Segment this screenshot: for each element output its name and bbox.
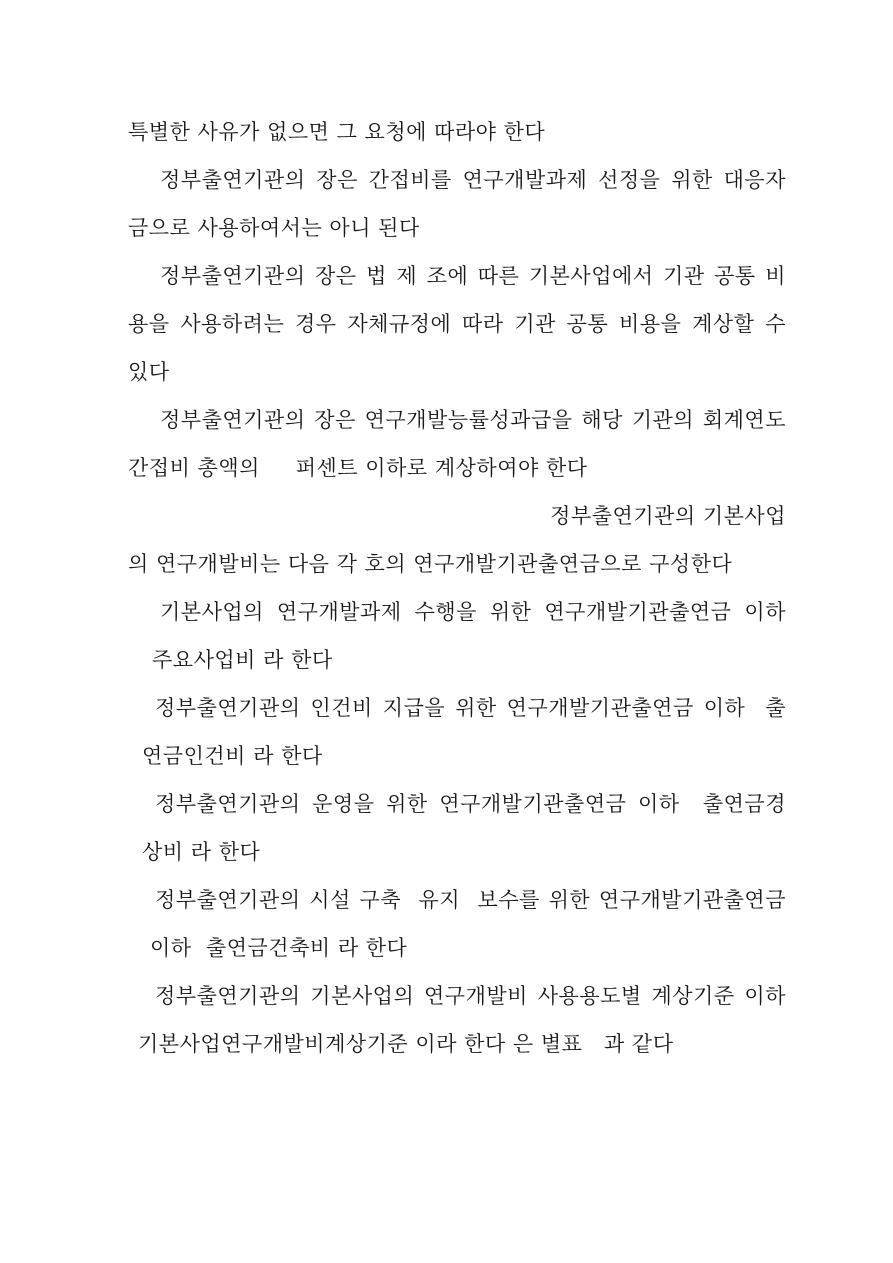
text-line: 기본사업연구개발비계상기준 이라 한다 은 별표 과 같다: [138, 1032, 674, 1056]
text-line: 연금인건비 라 한다: [142, 744, 323, 768]
text-line: 주요사업비 라 한다: [152, 648, 333, 672]
text-line: 정부출연기관의 기본사업: [550, 504, 786, 528]
text-line: 정부출연기관의 시설 구축 유지 보수를 위한 연구개발기관출연금: [155, 888, 786, 912]
text-line: 금으로 사용하여서는 아니 된다: [128, 216, 420, 240]
text-line: 상비 라 한다: [142, 840, 261, 864]
text-line: 정부출연기관의 기본사업의 연구개발비 사용용도별 계상기준 이하: [155, 984, 786, 1008]
text-line: 용을 사용하려는 경우 자체규정에 따라 기관 공통 비용을 계상할 수: [128, 312, 786, 336]
text-line: 정부출연기관의 장은 법 제 조에 따른 기본사업에서 기관 공통 비: [160, 264, 786, 288]
text-line: 이하 출연금건축비 라 한다: [150, 936, 408, 960]
text-line: 의 연구개발비는 다음 각 호의 연구개발기관출연금으로 구성한다: [128, 552, 733, 576]
text-line: 특별한 사유가 없으면 그 요청에 따라야 한다: [128, 120, 546, 144]
text-line: 정부출연기관의 운영을 위한 연구개발기관출연금 이하 출연금경: [155, 792, 786, 816]
text-line: 있다: [128, 360, 170, 384]
text-line: 정부출연기관의 인건비 지급을 위한 연구개발기관출연금 이하 출: [155, 696, 786, 720]
text-line: 정부출연기관의 장은 간접비를 연구개발과제 선정을 위한 대응자: [160, 168, 786, 192]
text-line: 기본사업의 연구개발과제 수행을 위한 연구개발기관출연금 이하: [160, 600, 786, 624]
text-line: 정부출연기관의 장은 연구개발능률성과급을 해당 기관의 회계연도: [160, 408, 786, 432]
text-line: 간접비 총액의 퍼센트 이하로 계상하여야 한다: [128, 456, 588, 480]
